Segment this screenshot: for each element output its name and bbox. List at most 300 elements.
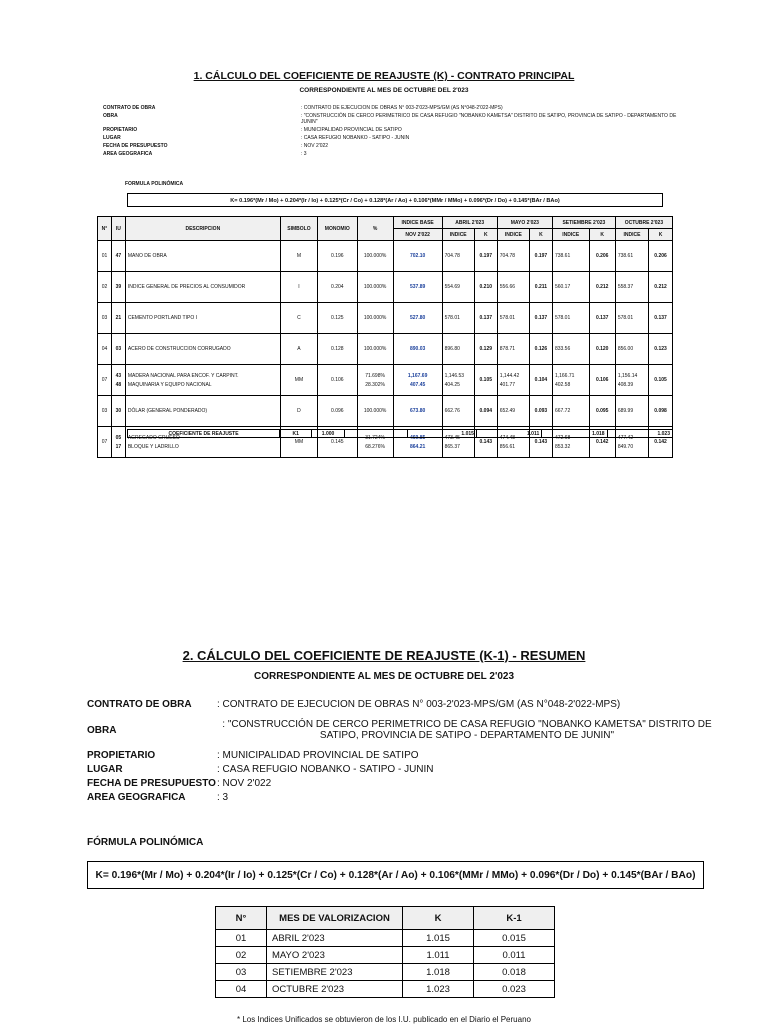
- cell-octubre-indice: [615, 396, 648, 427]
- cell-mayo-k-value: 0.211: [534, 284, 548, 290]
- info-label: AREA GEOGRAFICA: [103, 151, 153, 157]
- cell-simbolo: [280, 365, 317, 396]
- cell-n: [98, 396, 112, 427]
- cell-pct-value: 31.724%: [365, 434, 385, 441]
- header-nov: NOV 2'022: [393, 229, 442, 241]
- coefficient-row: [98, 241, 673, 272]
- summary-mes: SETIEMBRE 2'023: [267, 964, 403, 981]
- cell-abril-indice-value: 896.80: [444, 346, 460, 352]
- summary-k: 1.018: [403, 964, 474, 981]
- cell-octubre-indice-value: 408.39: [617, 381, 634, 388]
- cell-n-value: 03: [101, 408, 108, 414]
- summary-k1: 0.023: [474, 981, 555, 998]
- total-abril: 1.015: [407, 430, 476, 438]
- cell-descripcion-value: INDICE GENERAL DE PRECIOS AL CONSUMIDOR: [127, 284, 246, 290]
- cell-indice-base-value: 407.45: [409, 381, 426, 388]
- cell-octubre-k-value: 0.105: [654, 377, 667, 383]
- cell-mayo-k: [529, 303, 552, 334]
- cell-indice-base: [393, 365, 442, 396]
- summary-header-n: N°: [216, 907, 267, 930]
- header-indice-base: INDICE BASE: [393, 217, 442, 229]
- cell-iu: [111, 396, 125, 427]
- cell-iu-value: 48: [115, 381, 122, 388]
- cell-octubre-indice-value: 558.37: [617, 284, 634, 290]
- header-descripcion: DESCRIPCION: [125, 217, 280, 241]
- cell-iu-value: 47: [115, 253, 122, 259]
- total-setiembre: 1.018: [542, 430, 607, 438]
- cell-setiembre-k: [589, 241, 615, 272]
- cell-setiembre-indice-value: 402.58: [554, 381, 571, 388]
- cell-octubre-k: [649, 365, 673, 396]
- cell-mayo-indice-value: 652.49: [499, 408, 516, 414]
- cell-octubre-k: [649, 272, 673, 303]
- cell-mayo-indice-value: 578.01: [499, 315, 516, 321]
- summary-row: [216, 947, 555, 964]
- header-monomio: MONOMIO: [318, 217, 357, 241]
- info-value: : NOV 2'022: [301, 143, 329, 149]
- cell-octubre-indice-value: 689.99: [617, 408, 634, 414]
- info-label: OBRA: [103, 113, 118, 119]
- cell-setiembre-k: [589, 365, 615, 396]
- total-base: 1.000: [312, 430, 344, 438]
- cell-setiembre-indice: [552, 334, 589, 365]
- info-row-propietario: [103, 127, 683, 133]
- cell-descripcion-value: MANO DE OBRA: [127, 253, 167, 259]
- header-pct: %: [357, 217, 393, 241]
- summary-k1: 0.018: [474, 964, 555, 981]
- info-label: PROPIETARIO: [87, 750, 156, 761]
- cell-octubre-indice: [615, 334, 648, 365]
- cell-setiembre-indice-value: 738.61: [554, 253, 571, 259]
- summary-k: 1.011: [403, 947, 474, 964]
- cell-iu-value: 17: [115, 443, 122, 450]
- cell-n-value: 07: [101, 439, 108, 445]
- cell-descripcion: [125, 272, 280, 303]
- cell-descripcion-value: MADERA NACIONAL PARA ENCOF. Y CARPINT.: [127, 372, 239, 379]
- section2-formula: K= 0.196*(Mr / Mo) + 0.204*(Ir / Io) + 0.125*(Cr / Co) + 0.128*(Ar / Ao) + 0.106*(MMr / MMo) + 0.096*(Dr / Do) + 0.145*(BAr / BAo): [87, 861, 704, 889]
- cell-simbolo-value: I: [298, 284, 300, 290]
- cell-monomio-value: 0.196: [331, 253, 344, 259]
- cell-setiembre-k: [589, 303, 615, 334]
- info-value: : MUNICIPALIDAD PROVINCIAL DE SATIPO: [217, 750, 419, 761]
- cell-simbolo-value: MM: [294, 377, 304, 383]
- cell-iu: [111, 334, 125, 365]
- total-spacer: [344, 430, 407, 438]
- cell-monomio: [318, 272, 357, 303]
- cell-indice-base: [393, 396, 442, 427]
- cell-setiembre-k: [589, 334, 615, 365]
- cell-octubre-k: [649, 396, 673, 427]
- cell-descripcion-value: DÓLAR (GENERAL PONDERADO): [127, 408, 208, 414]
- cell-abril-k: [474, 365, 497, 396]
- cell-mayo-k-value: 0.143: [534, 439, 548, 445]
- header-setiembre: SETIEMBRE 2'023: [552, 217, 615, 229]
- cell-descripcion-value: BLOQUE Y LADRILLO: [127, 443, 179, 450]
- cell-n: [98, 241, 112, 272]
- summary-mes: MAYO 2'023: [267, 947, 403, 964]
- cell-setiembre-k-value: 0.142: [595, 439, 609, 445]
- cell-iu-value: 03: [115, 346, 122, 352]
- cell-octubre-k: [649, 334, 673, 365]
- info-value: : NOV 2'022: [217, 778, 272, 789]
- cell-indice-base-value: 537.89: [409, 284, 426, 290]
- cell-simbolo-value: M: [296, 253, 302, 259]
- cell-monomio: [318, 396, 357, 427]
- cell-abril-k-value: 0.143: [479, 439, 493, 445]
- header-indice: INDICE: [442, 229, 474, 241]
- cell-mayo-k: [529, 272, 552, 303]
- cell-pct-value: 100.000%: [363, 284, 387, 290]
- cell-mayo-k-value: 0.104: [534, 377, 548, 383]
- cell-pct-value: 100.000%: [363, 253, 387, 259]
- section1-formula: K= 0.196*(Mr / Mo) + 0.204*(Ir / Io) + 0.125*(Cr / Co) + 0.128*(Ar / Ao) + 0.106*(MMr / MMo) + 0.096*(Dr / Do) + 0.145*(BAr / BAo): [127, 193, 663, 207]
- cell-pct-value: 100.000%: [363, 315, 387, 321]
- coefficient-row: [98, 365, 673, 396]
- summary-k: 1.015: [403, 930, 474, 947]
- header-iu: IU: [111, 217, 125, 241]
- info-row-contrato: [87, 699, 717, 710]
- cell-abril-indice-value: 578.01: [444, 315, 460, 321]
- summary-n: 02: [216, 947, 267, 964]
- cell-pct-value: 100.000%: [363, 408, 387, 414]
- summary-n: 03: [216, 964, 267, 981]
- cell-abril-k-value: 0.197: [479, 253, 493, 259]
- cell-abril-indice-value: 404.25: [444, 381, 460, 388]
- cell-monomio-value: 0.125: [331, 315, 344, 321]
- info-label: CONTRATO DE OBRA: [103, 105, 156, 111]
- summary-n: 01: [216, 930, 267, 947]
- info-value: : CONTRATO DE EJECUCION DE OBRAS N° 003-2'023-MPS/GM (AS N°048-2'022-MPS): [301, 105, 503, 111]
- footnote: * Los Indices Unificados se obtuvieron de los I.U. publicado en el Diario el Peruano: [237, 1015, 531, 1024]
- cell-mayo-k: [529, 334, 552, 365]
- cell-simbolo: [280, 303, 317, 334]
- cell-n: [98, 334, 112, 365]
- cell-octubre-indice-value: 738.61: [617, 253, 634, 259]
- cell-n: [98, 303, 112, 334]
- cell-mayo-k-value: 0.197: [534, 253, 548, 259]
- cell-setiembre-indice-value: 833.56: [554, 346, 571, 352]
- cell-mayo-indice: [497, 334, 529, 365]
- summary-header-k: K: [403, 907, 474, 930]
- info-label: FECHA DE PRESUPUESTO: [103, 143, 168, 149]
- info-row-contrato: [103, 105, 683, 111]
- total-k1: K1: [280, 430, 312, 438]
- summary-row: [216, 930, 555, 947]
- cell-iu-value: 39: [115, 284, 122, 290]
- cell-monomio: [318, 241, 357, 272]
- header-k: K: [529, 229, 552, 241]
- info-row-fecha: [103, 143, 683, 149]
- cell-abril-k: [474, 241, 497, 272]
- cell-setiembre-indice: [552, 365, 589, 396]
- cell-pct-value: 100.000%: [363, 346, 387, 352]
- cell-mayo-k: [529, 241, 552, 272]
- header-k: K: [474, 229, 497, 241]
- cell-abril-indice: [442, 365, 474, 396]
- header-indice: INDICE: [552, 229, 589, 241]
- cell-setiembre-indice: [552, 272, 589, 303]
- section1-info: [103, 105, 683, 159]
- section2-formula-label: FÓRMULA POLINÓMICA: [87, 837, 204, 848]
- cell-setiembre-indice-value: 560.17: [554, 284, 571, 290]
- coefficient-row: [98, 396, 673, 427]
- cell-setiembre-indice-value: 472.68: [554, 434, 571, 441]
- cell-octubre-k-value: 0.142: [654, 439, 667, 445]
- summary-k1: 0.011: [474, 947, 555, 964]
- cell-abril-indice: [442, 396, 474, 427]
- cell-octubre-k-value: 0.212: [654, 284, 667, 290]
- cell-setiembre-k-value: 0.212: [595, 284, 609, 290]
- cell-indice-base-value: 469.85: [409, 434, 426, 441]
- cell-simbolo: [280, 334, 317, 365]
- cell-octubre-indice: [615, 241, 648, 272]
- coefficient-row: [98, 272, 673, 303]
- header-simbolo: SIMBOLO: [280, 217, 317, 241]
- cell-n-value: 03: [101, 315, 108, 321]
- cell-abril-indice-value: 704.78: [444, 253, 460, 259]
- cell-monomio-value: 0.106: [331, 377, 344, 383]
- coefficient-total-row: [127, 429, 673, 438]
- info-row-lugar: [87, 764, 717, 775]
- cell-pct: [357, 365, 393, 396]
- cell-octubre-indice-value: 856.00: [617, 346, 634, 352]
- cell-setiembre-indice-value: 667.72: [554, 408, 571, 414]
- cell-octubre-indice: [615, 272, 648, 303]
- cell-n-value: 07: [101, 377, 108, 383]
- cell-mayo-indice: [497, 396, 529, 427]
- cell-setiembre-k-value: 0.137: [595, 315, 609, 321]
- cell-mayo-indice-value: 1,144.42: [499, 372, 520, 379]
- cell-setiembre-k-value: 0.106: [595, 377, 609, 383]
- info-value: : 3: [217, 792, 229, 803]
- cell-setiembre-k: [589, 272, 615, 303]
- cell-abril-indice-value: 554.69: [444, 284, 460, 290]
- cell-mayo-indice: [497, 272, 529, 303]
- cell-monomio-value: 0.204: [331, 284, 344, 290]
- cell-descripcion: [125, 303, 280, 334]
- cell-pct-value: 28.302%: [365, 381, 385, 388]
- cell-octubre-k-value: 0.206: [654, 253, 667, 259]
- section1-title: 1. CÁLCULO DEL COEFICIENTE DE REAJUSTE (K) - CONTRATO PRINCIPAL: [193, 70, 575, 82]
- cell-descripcion: [125, 396, 280, 427]
- cell-indice-base: [393, 272, 442, 303]
- cell-indice-base-value: 673.80: [409, 408, 426, 414]
- cell-mayo-k: [529, 396, 552, 427]
- cell-indice-base: [393, 241, 442, 272]
- cell-mayo-indice-value: 474.48: [499, 434, 516, 441]
- cell-setiembre-indice-value: 1,166.71: [554, 372, 575, 379]
- cell-mayo-k: [529, 365, 552, 396]
- cell-setiembre-indice: [552, 396, 589, 427]
- info-label: CONTRATO DE OBRA: [87, 699, 192, 710]
- summary-k1: 0.015: [474, 930, 555, 947]
- cell-octubre-k: [649, 241, 673, 272]
- cell-pct: [357, 272, 393, 303]
- cell-octubre-indice-value: 578.01: [617, 315, 634, 321]
- cell-abril-k: [474, 334, 497, 365]
- cell-octubre-indice-value: 1,156.14: [617, 372, 638, 379]
- cell-octubre-indice-value: 477.42: [617, 434, 634, 441]
- info-row-obra: [87, 719, 717, 741]
- cell-iu: [111, 241, 125, 272]
- cell-mayo-indice: [497, 365, 529, 396]
- info-label: PROPIETARIO: [103, 127, 138, 133]
- cell-abril-indice: [442, 272, 474, 303]
- cell-indice-base-value: 864.21: [409, 443, 426, 450]
- cell-monomio-value: 0.096: [331, 408, 344, 414]
- cell-abril-indice-value: 1,146.53: [444, 372, 465, 379]
- cell-octubre-indice-value: 849.70: [617, 443, 634, 450]
- cell-simbolo-value: MM: [294, 439, 304, 445]
- total-octubre: 1.023: [607, 430, 672, 438]
- cell-descripcion-value: MAQUINARIA Y EQUIPO NACIONAL: [127, 381, 212, 388]
- cell-mayo-k-value: 0.126: [534, 346, 548, 352]
- cell-pct: [357, 334, 393, 365]
- cell-pct-value: 68.276%: [365, 443, 385, 450]
- cell-abril-k: [474, 272, 497, 303]
- cell-indice-base-value: 702.10: [409, 253, 426, 259]
- header-abril: ABRIL 2'023: [442, 217, 497, 229]
- total-label: COEFICIENTE DE REAJUSTE: [128, 430, 280, 438]
- header-n: N°: [98, 217, 112, 241]
- cell-iu: [111, 427, 125, 458]
- cell-abril-k: [474, 396, 497, 427]
- info-value: : CASA REFUGIO NOBANKO - SATIPO - JUNIN: [301, 135, 410, 141]
- cell-setiembre-k-value: 0.120: [595, 346, 609, 352]
- cell-mayo-indice: [497, 241, 529, 272]
- header-mayo: MAYO 2'023: [497, 217, 552, 229]
- cell-setiembre-k: [589, 396, 615, 427]
- cell-mayo-indice-value: 401.77: [499, 381, 516, 388]
- cell-iu: [111, 303, 125, 334]
- summary-row: [216, 964, 555, 981]
- header-indice: INDICE: [497, 229, 529, 241]
- summary-n: 04: [216, 981, 267, 998]
- cell-indice-base: [393, 334, 442, 365]
- summary-mes: ABRIL 2'023: [267, 930, 403, 947]
- cell-setiembre-indice: [552, 241, 589, 272]
- cell-indice-base: [393, 303, 442, 334]
- info-label: LUGAR: [103, 135, 121, 141]
- cell-descripcion-value: AGREGADO GRUESO: [127, 434, 180, 441]
- cell-octubre-k-value: 0.123: [654, 346, 667, 352]
- cell-iu: [111, 365, 125, 396]
- cell-descripcion: [125, 365, 280, 396]
- cell-mayo-k-value: 0.137: [534, 315, 548, 321]
- info-row-area: [103, 151, 683, 157]
- cell-mayo-indice-value: 856.61: [499, 443, 516, 450]
- cell-setiembre-k-value: 0.095: [595, 408, 609, 414]
- cell-abril-k: [474, 303, 497, 334]
- info-value: : "CONSTRUCCIÓN DE CERCO PERIMETRICO DE CASA REFUGIO "NOBANKO KAMETSA" DISTRITO DE SATIPO, PROVINCIA DE SATIPO - DEPARTAMENTO DE JUNIN": [222, 719, 712, 741]
- cell-mayo-indice: [497, 303, 529, 334]
- header-k: K: [589, 229, 615, 241]
- cell-n: [98, 272, 112, 303]
- cell-descripcion-value: CEMENTO PORTLAND TIPO I: [127, 315, 198, 321]
- cell-octubre-indice: [615, 303, 648, 334]
- cell-pct: [357, 303, 393, 334]
- cell-monomio-value: 0.145: [331, 439, 344, 445]
- section2-info: [87, 699, 717, 806]
- cell-descripcion: [125, 241, 280, 272]
- summary-table: [215, 906, 555, 998]
- header-indice: INDICE: [615, 229, 648, 241]
- cell-simbolo: [280, 241, 317, 272]
- cell-abril-k-value: 0.137: [479, 315, 493, 321]
- cell-indice-base-value: 890.03: [409, 346, 426, 352]
- cell-iu: [111, 272, 125, 303]
- cell-simbolo: [280, 272, 317, 303]
- cell-monomio: [318, 334, 357, 365]
- summary-header-mes: MES DE VALORIZACION: [267, 907, 403, 930]
- section2-title: 2. CÁLCULO DEL COEFICIENTE DE REAJUSTE (K-1) - RESUMEN: [182, 648, 586, 663]
- cell-mayo-indice-value: 556.66: [499, 284, 516, 290]
- info-value: : CONTRATO DE EJECUCION DE OBRAS N° 003-2'023-MPS/GM (AS N°048-2'022-MPS): [217, 699, 621, 710]
- cell-setiembre-indice-value: 578.01: [554, 315, 571, 321]
- cell-n: [98, 427, 112, 458]
- coefficient-row: [98, 303, 673, 334]
- cell-pct: [357, 396, 393, 427]
- cell-abril-indice-value: 473.45: [444, 434, 460, 441]
- cell-iu-value: 05: [115, 434, 122, 441]
- info-row-area: [87, 792, 717, 803]
- cell-abril-k-value: 0.210: [479, 284, 493, 290]
- cell-simbolo: [280, 396, 317, 427]
- cell-pct-value: 71.698%: [365, 372, 385, 379]
- info-row-lugar: [103, 135, 683, 141]
- cell-descripcion: [125, 334, 280, 365]
- cell-octubre-k: [649, 303, 673, 334]
- cell-iu-value: 30: [115, 408, 122, 414]
- cell-abril-k-value: 0.094: [479, 408, 493, 414]
- cell-descripcion-value: ACERO DE CONSTRUCCION CORRUGADO: [127, 346, 231, 352]
- coefficient-table: [97, 216, 673, 458]
- cell-indice-base-value: 1,167.69: [407, 372, 428, 379]
- section2-subtitle: CORRESPONDIENTE AL MES DE OCTUBRE DEL 2'023: [253, 671, 515, 682]
- cell-setiembre-indice-value: 853.32: [554, 443, 571, 450]
- info-row-obra: [103, 113, 683, 125]
- cell-octubre-indice: [615, 365, 648, 396]
- cell-mayo-indice-value: 704.78: [499, 253, 516, 259]
- section1-subtitle: CORRESPONDIENTE AL MES DE OCTUBRE DEL 2'023: [299, 87, 469, 94]
- cell-setiembre-k-value: 0.206: [595, 253, 609, 259]
- info-value: : MUNICIPALIDAD PROVINCIAL DE SATIPO: [301, 127, 402, 133]
- cell-octubre-k-value: 0.098: [654, 408, 667, 414]
- cell-n-value: 02: [101, 284, 108, 290]
- cell-monomio-value: 0.128: [331, 346, 344, 352]
- total-mayo: 1.011: [476, 430, 541, 438]
- cell-n: [98, 365, 112, 396]
- cell-abril-indice-value: 865.37: [444, 443, 460, 450]
- info-label: FECHA DE PRESUPUESTO: [87, 778, 216, 789]
- cell-simbolo-value: C: [297, 315, 301, 321]
- cell-n-value: 04: [101, 346, 108, 352]
- cell-abril-k-value: 0.105: [479, 377, 493, 383]
- cell-n-value: 01: [101, 253, 108, 259]
- info-value: : "CONSTRUCCIÓN DE CERCO PERIMETRICO DE CASA REFUGIO "NOBANKO KAMETSA" DISTRITO DE SATIPO, PROVINCIA DE SATIPO - DEPARTAMENTO DE JUNIN": [301, 113, 677, 125]
- cell-octubre-k-value: 0.137: [654, 315, 667, 321]
- cell-simbolo-value: A: [297, 346, 301, 352]
- cell-abril-indice: [442, 303, 474, 334]
- header-k: K: [649, 229, 673, 241]
- header-octubre: OCTUBRE 2'023: [615, 217, 672, 229]
- cell-simbolo-value: D: [297, 408, 301, 414]
- coefficient-row: [98, 334, 673, 365]
- info-label: AREA GEOGRAFICA: [87, 792, 186, 803]
- summary-k: 1.023: [403, 981, 474, 998]
- cell-indice-base-value: 527.80: [409, 315, 426, 321]
- section1-formula-label: FORMULA POLINÓMICA: [125, 181, 184, 187]
